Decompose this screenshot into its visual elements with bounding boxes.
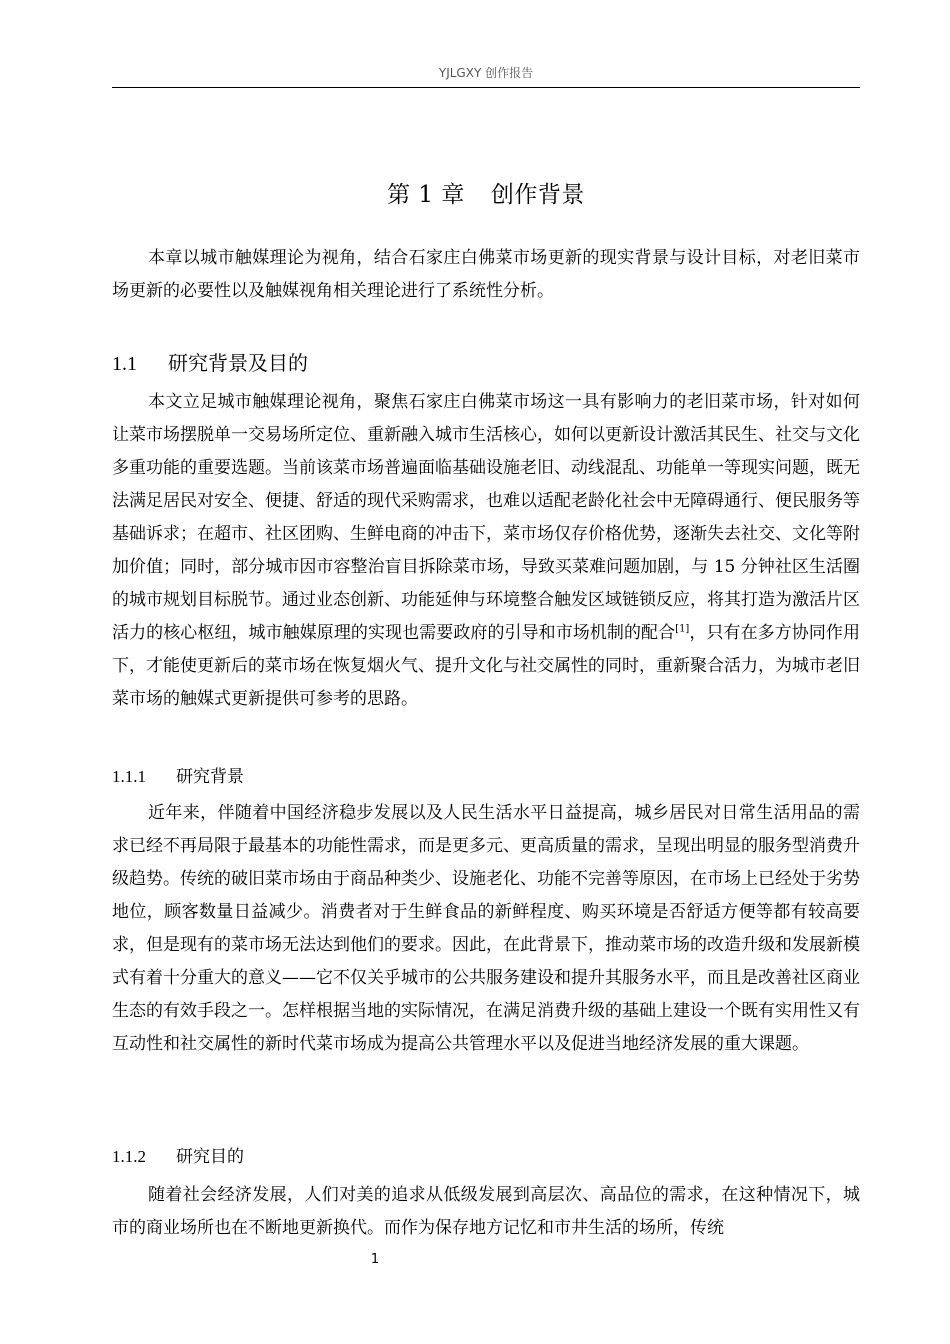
- section-number: 1.1.2: [112, 1147, 146, 1166]
- header-divider: [112, 87, 860, 88]
- section-heading-1-1-1: [112, 762, 860, 787]
- chapter-number: 第 1 章: [387, 182, 465, 208]
- citation-ref: [1]: [675, 623, 690, 635]
- section-1-1-1-paragraph: 近年来，伴随着中国经济稳步发展以及人民生活水平日益提高，城乡居民对日常生活用品的需求已经不再局限于最基本的功能性需求，而是更多元、更高质量的需求，呈现出明显的服务型消费升级趋势。传统的破旧菜市场由于商品种类少、设施老化、功能不完善等原因，在市场上已经处于劣势地位，顾客数量日益减少。消费者对于生鲜食品的新鲜程度、购买环境是否舒适方便等都有较高要求，但是现有的菜市场无法达到他们的要求。因此，在此背景下，推动菜市场的改造升级和发展新模式有着十分重大的意义——它不仅关乎城市的公共服务建设和提升其服务水平，而且是改善社区商业生态的有效手段之一。怎样根据当地的实际情况，在满足消费升级的基础上建设一个既有实用性又有互动性和社交属性的新时代菜市场成为提高公共管理水平以及促进当地经济发展的重大课题。: [112, 803, 860, 1054]
- section-title: 研究背景及目的: [168, 351, 308, 375]
- chapter-title: [112, 176, 860, 209]
- section-1-1-2-paragraph: 随着社会经济发展，人们对美的追求从低级发展到高层次、高品位的需求，在这种情况下，城市的商业场所也在不断地更新换代。而作为保存地方记忆和市井生活的场所，传统: [112, 1185, 860, 1238]
- page-number: 1: [370, 1252, 380, 1267]
- chapter-title-text: 创作背景: [490, 182, 585, 208]
- section-title: 研究目的: [176, 1147, 244, 1167]
- page-header: YJLGXY 创作报告: [438, 66, 534, 80]
- chapter-intro-paragraph: 本章以城市触媒理论为视角，结合石家庄白佛菜市场更新的现实背景与设计目标，对老旧菜市场更新的必要性以及触媒视角相关理论进行了系统性分析。: [112, 248, 860, 301]
- paragraph-text: 本文立足城市触媒理论视角，聚焦石家庄白佛菜市场这一具有影响力的老旧菜市场，针对如何让菜市场摆脱单一交易场所定位、重新融入城市生活核心，如何以更新设计激活其民生、社交与文化多重功能的重要选题。当前该菜市场普遍面临基础设施老旧、动线混乱、功能单一等现实问题，既无法满足居民对安全、便捷、舒适的现代采购需求，也难以适配老龄化社会中无障碍通行、便民服务等基础诉求；在超市、社区团购、生鲜电商的冲击下，菜市场仅存价格优势，逐渐失去社交、文化等附加价值；同时，部分城市因市容整治盲目拆除菜市场，导致买菜难问题加剧，与 15 分钟社区生活圈的城市规划目标脱节。通过业态创新、功能延伸与环境整合触发区域链锁反应，将其打造为激活片区活力的核心枢纽，城市触媒原理的实现也需要政府的引导和市场机制的配合: [112, 392, 860, 643]
- section-number: 1.1: [112, 353, 137, 375]
- section-1-1-paragraph: [112, 386, 860, 716]
- paragraph-text-continued: ，只有在多方协同作用下，才能使更新后的菜市场在恢复烟火气、提升文化与社交属性的同时，重新聚合活力，为城市老旧菜市场的触媒式更新提供可参考的思路。: [112, 623, 861, 709]
- section-heading-1-1: [112, 347, 860, 376]
- section-number: 1.1.1: [112, 767, 146, 786]
- section-title: 研究背景: [176, 767, 244, 787]
- section-heading-1-1-2: [112, 1142, 860, 1167]
